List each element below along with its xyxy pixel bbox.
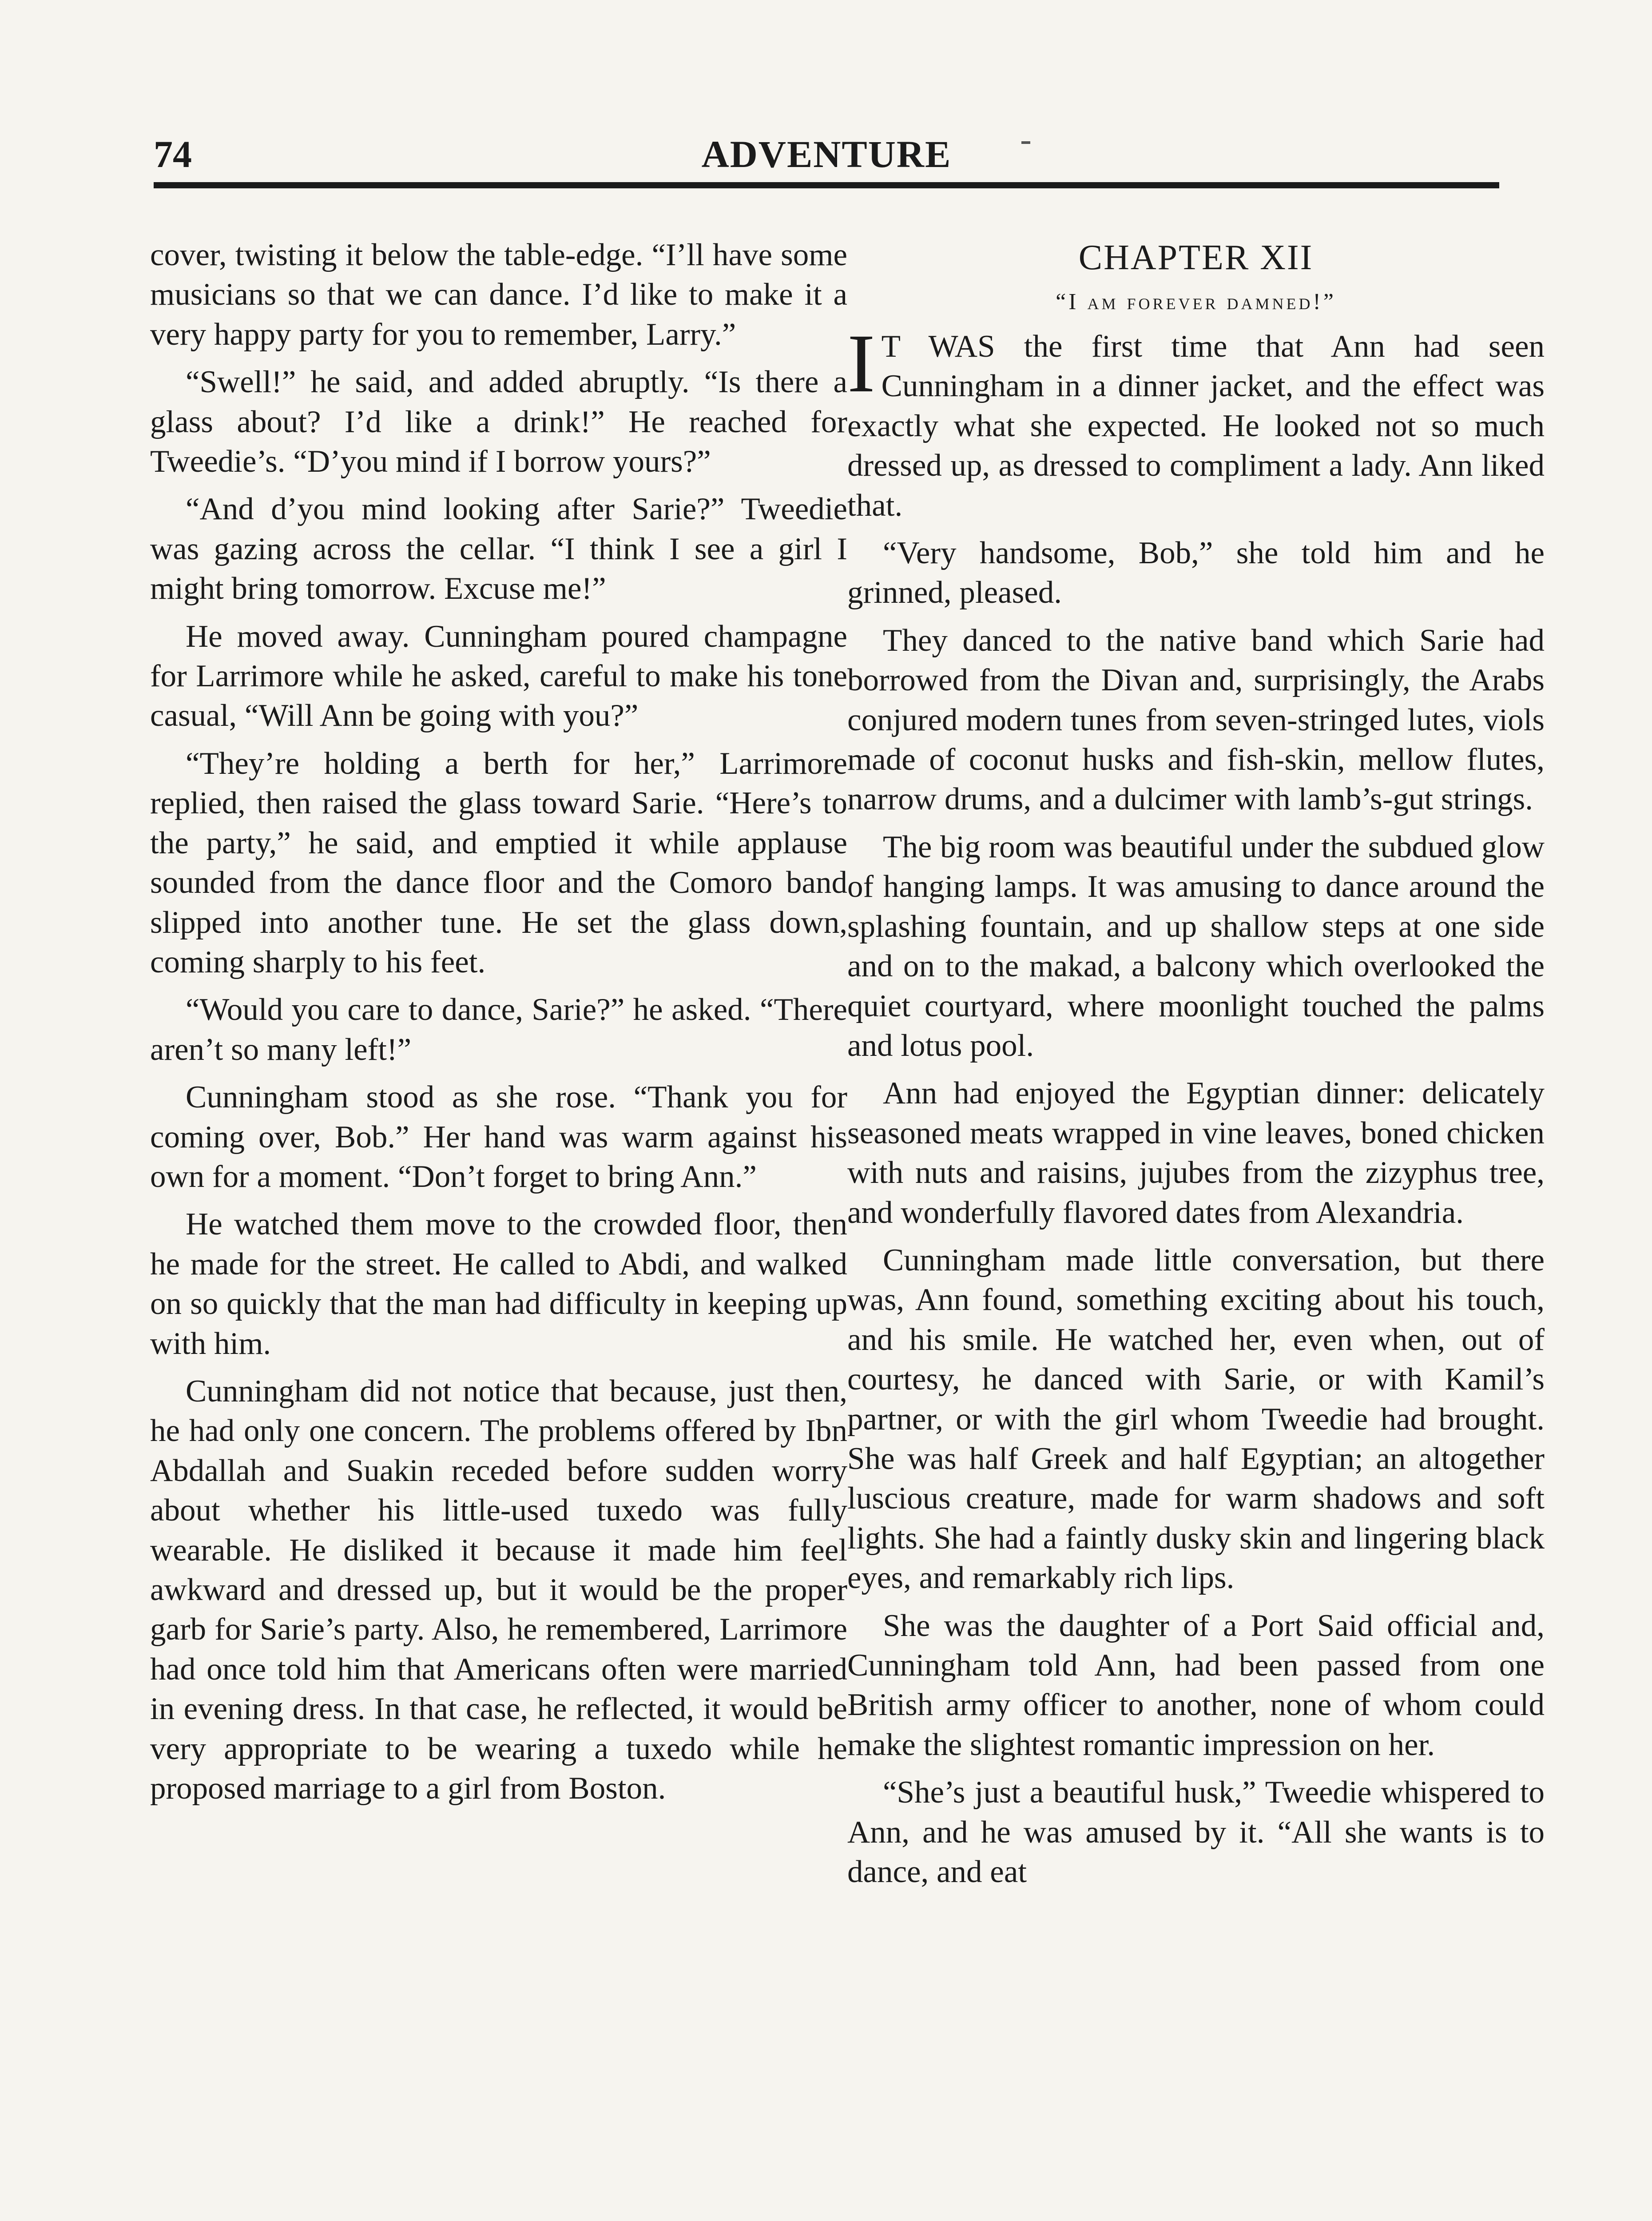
paragraph: “She’s just a beautiful husk,” Tweedie whispered to Ann, and he was amused by it. “All she wants is to dance, and eat <box>847 1775 1545 1890</box>
paragraph: The big room was beautiful under the subdued glow of hanging lamps. It was amusing to dance around the splashing fountain, and up shallow steps at one side and on to the makad, a balcony which overlooked the quiet courtyard, where moonlight touched the palms and lotus pool. <box>847 829 1545 1063</box>
opening-paragraph: IT WAS the first time that Ann had seen Cunningham in a dinner jacket, and the effect was exactly what she expected. He looked not so much dressed up, as dressed to compliment a lady. Ann liked that. <box>847 317 1545 523</box>
paragraph: Cunningham did not notice that because, just then, he had only one concern. The problems offered by Ibn Abdallah and Suakin receded before sudden worry about whether his little-used tuxedo was fully wearable. He disliked it because it made him feel awkward and dressed up, but it would be the proper garb for Sarie’s party. Also, he remembered, Larrimore had once told him that Americans often were married in evening dress. In that case, he reflected, it would be very appropriate to be wearing a tuxedo while he proposed marriage to a girl from Boston. <box>150 1373 847 1806</box>
paragraph: cover, twisting it below the table-edge. “I’ll have some musicians so that we can dance. I’d like to make it a very happy party for you to remember, Larry.” <box>150 238 847 352</box>
paragraph: “Very handsome, Bob,” she told him and he grinned, pleased. <box>847 536 1545 610</box>
header-rule <box>154 182 1499 188</box>
chapter-subtitle: “I am forever damned!” <box>1056 289 1336 314</box>
left-column <box>150 235 847 1808</box>
page-header <box>154 130 1499 179</box>
running-title: ADVENTURE <box>701 133 952 175</box>
paragraph: “Swell!” he said, and added abruptly. “Is there a glass about? I’d like a drink!” He reached for Tweedie’s. “D’you mind if I borrow yours?” <box>150 365 847 479</box>
paragraph: Ann had enjoyed the Egyptian dinner: delicately seasoned meats wrapped in vine leaves, boned chicken with nuts and raisins, jujubes from the zizyphus tree, and wonderfully flavored dates from Alexandria. <box>847 1076 1545 1230</box>
paragraph: She was the daughter of a Port Said official and, Cunningham told Ann, had been passed from one British army officer to another, none of whom could make the slightest romantic impression on her. <box>847 1608 1545 1762</box>
paragraph: “And d’you mind looking after Sarie?” Tweedie was gazing across the cellar. “I think I see a girl I might bring tomorrow. Excuse me!” <box>150 492 847 606</box>
paragraph: Cunningham stood as she rose. “Thank you for coming over, Bob.” Her hand was warm against his own for a moment. “Don’t forget to bring Ann.” <box>150 1080 847 1194</box>
paragraph: “Would you care to dance, Sarie?” he asked. “There aren’t so many left!” <box>150 992 847 1067</box>
right-column <box>847 235 1545 1892</box>
header-tick-mark <box>1021 141 1030 144</box>
chapter-title: CHAPTER XII <box>1078 238 1314 277</box>
page-number: 74 <box>154 133 192 175</box>
paragraph: “They’re holding a berth for her,” Larrimore replied, then raised the glass toward Sarie. “Here’s to the party,” he said, and emptied it while applause sounded from the dance floor and the Comoro band slipped into another tune. He set the glass down, coming sharply to his feet. <box>150 746 847 979</box>
paragraph: Cunningham made little conversation, but there was, Ann found, something exciting about his touch, and his smile. He watched her, even when, out of courtesy, he danced with Sarie, or with Kamil’s partner, or with the girl whom Tweedie had brought. She was half Greek and half Egyptian; an altogether luscious creature, made for warm shadows and soft lights. She had a faintly dusky skin and lingering black eyes, and remarkably rich lips. <box>847 1242 1545 1596</box>
paragraph: He moved away. Cunningham poured champagne for Larrimore while he asked, careful to make his tone casual, “Will Ann be going with you?” <box>150 619 847 733</box>
paragraph: They danced to the native band which Sarie had borrowed from the Divan and, surprisingly, the Arabs conjured modern tunes from seven-stringed lutes, viols made of coconut husks and fish-skin, mellow flutes, narrow drums, and a dulcimer with lamb’s-gut strings. <box>847 623 1545 817</box>
paragraph: He watched them move to the crowded floor, then he made for the street. He called to Abdi, and walked on so quickly that the man had difficulty in keeping up with him. <box>150 1207 847 1361</box>
